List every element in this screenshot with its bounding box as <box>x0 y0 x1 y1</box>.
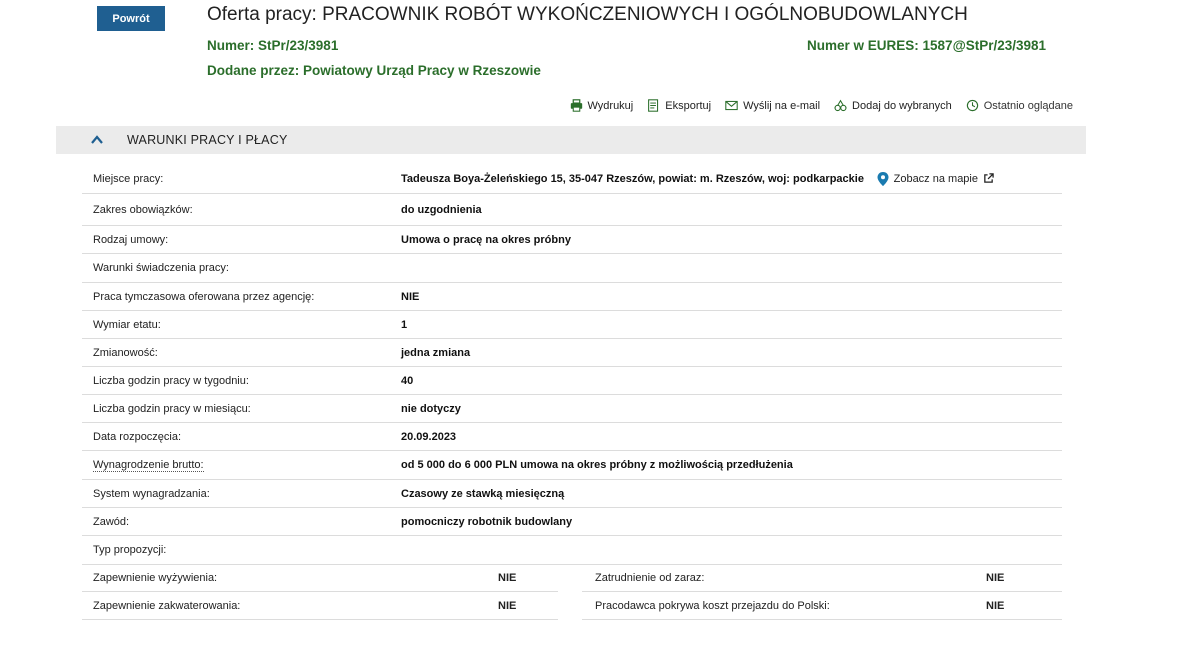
export-label: Eksportuj <box>665 99 712 112</box>
favorites-button[interactable] <box>834 99 952 112</box>
row-value: Umowa o pracę na okres próbny <box>401 233 571 246</box>
field-value: NIE <box>498 599 517 612</box>
row-temp-agency <box>82 283 1062 311</box>
row-work-conditions <box>82 254 1062 283</box>
row-contract-type <box>82 226 1062 254</box>
field-label: Pracodawca pokrywa koszt przejazdu do Polski: <box>595 599 830 612</box>
row-value: nie dotyczy <box>401 402 461 415</box>
row-value: Tadeusza Boya-Żeleńskiego 15, 35-047 Rzeszów, powiat: m. Rzeszów, woj: podkarpackie <box>401 172 864 185</box>
eures-number-label: Numer w EURES: <box>807 38 923 53</box>
field-label: Zatrudnienie od zaraz: <box>595 571 705 584</box>
row-label: Liczba godzin pracy w tygodniu: <box>93 374 249 387</box>
title-prefix: Oferta pracy: <box>207 4 323 25</box>
recent-label: Ostatnio oglądane <box>983 99 1073 112</box>
row-label: Zawód: <box>93 515 130 528</box>
offer-number-label: Numer: <box>207 38 259 53</box>
print-label: Wydrukuj <box>587 99 634 112</box>
row-salary <box>82 451 1062 480</box>
row-label: Rodzaj umowy: <box>93 233 169 246</box>
chevron-up-icon[interactable] <box>90 133 104 147</box>
external-link-icon <box>983 173 994 184</box>
immediate-hire-field <box>582 564 1062 592</box>
row-value: NIE <box>401 290 420 303</box>
row-hours-week <box>82 367 1062 395</box>
row-value: 40 <box>401 374 414 387</box>
clock-icon <box>966 99 979 112</box>
row-value: pomocniczy robotnik budowlany <box>401 515 573 528</box>
row-label: Liczba godzin pracy w miesiącu: <box>93 402 251 415</box>
cherries-icon <box>834 99 847 112</box>
envelope-icon <box>725 99 738 112</box>
row-label: Miejsce pracy: <box>93 172 164 185</box>
email-button[interactable] <box>725 99 820 112</box>
section-title: WARUNKI PRACY I PŁACY <box>127 133 288 147</box>
field-value: NIE <box>498 571 517 584</box>
row-duties <box>82 194 1062 226</box>
field-label: Zapewnienie zakwaterowania: <box>93 599 241 612</box>
email-label: Wyślij na e-mail <box>743 99 821 112</box>
export-icon <box>647 99 660 112</box>
split-row <box>82 592 1062 620</box>
map-link[interactable] <box>877 172 994 186</box>
offer-number-value: StPr/23/3981 <box>258 38 339 53</box>
offer-number <box>207 38 338 53</box>
conditions-list <box>82 164 1062 565</box>
added-by-value: Powiatowy Urząd Pracy w Rzeszowie <box>303 63 541 78</box>
map-link-label: Zobacz na mapie <box>893 172 978 185</box>
row-label: Zakres obowiązków: <box>93 203 193 216</box>
row-label: Zmianowość: <box>93 346 158 359</box>
row-value: do uzgodnienia <box>401 203 482 216</box>
row-workplace <box>82 164 1062 194</box>
row-label-wrap <box>82 459 401 471</box>
map-pin-icon <box>877 172 889 186</box>
added-by <box>207 63 541 78</box>
accommodation-field <box>82 592 558 620</box>
row-value: jedna zmiana <box>401 346 471 359</box>
row-hours-month <box>82 395 1062 423</box>
row-value: od 5 000 do 6 000 PLN umowa na okres próbny z możliwością przedłużenia <box>401 459 793 471</box>
recent-button[interactable] <box>966 99 1073 112</box>
row-value: 20.09.2023 <box>401 430 457 443</box>
favorites-label: Dodaj do wybranych <box>852 99 952 112</box>
row-label: System wynagradzania: <box>93 487 210 500</box>
print-button[interactable] <box>570 99 634 112</box>
row-label: Praca tymczasowa oferowana przez agencję: <box>93 290 315 303</box>
salary-label[interactable]: Wynagrodzenie brutto: <box>93 459 204 471</box>
row-start-date <box>82 423 1062 451</box>
row-label: Data rozpoczęcia: <box>93 430 182 443</box>
row-fte <box>82 311 1062 339</box>
row-shifts <box>82 339 1062 367</box>
job-title: PRACOWNIK ROBÓT WYKOŃCZENIOWYCH I OGÓLNOBUDOWLANYCH <box>322 4 968 25</box>
row-pay-system <box>82 480 1062 508</box>
field-value: NIE <box>986 571 1005 584</box>
row-occupation <box>82 508 1062 536</box>
row-proposal-type <box>82 536 1062 565</box>
toolbar <box>570 99 1074 112</box>
page-title <box>207 4 968 26</box>
row-value: Czasowy ze stawką miesięczną <box>401 487 565 500</box>
row-label: Wymiar etatu: <box>93 318 161 331</box>
field-value: NIE <box>986 599 1005 612</box>
meals-field <box>82 564 558 592</box>
back-button[interactable]: Powrót <box>97 6 165 31</box>
split-row <box>82 564 1062 592</box>
printer-icon <box>570 99 583 112</box>
field-label: Zapewnienie wyżywienia: <box>93 571 218 584</box>
row-value: 1 <box>401 318 408 331</box>
added-by-label: Dodane przez: <box>207 63 304 78</box>
eures-number-value: 1587@StPr/23/3981 <box>922 38 1047 53</box>
export-button[interactable] <box>647 99 711 112</box>
section-header[interactable] <box>56 126 1086 154</box>
travel-cost-field <box>582 592 1062 620</box>
row-label: Warunki świadczenia pracy: <box>93 262 229 274</box>
eures-number <box>807 38 1046 53</box>
row-label: Typ propozycji: <box>93 544 167 556</box>
